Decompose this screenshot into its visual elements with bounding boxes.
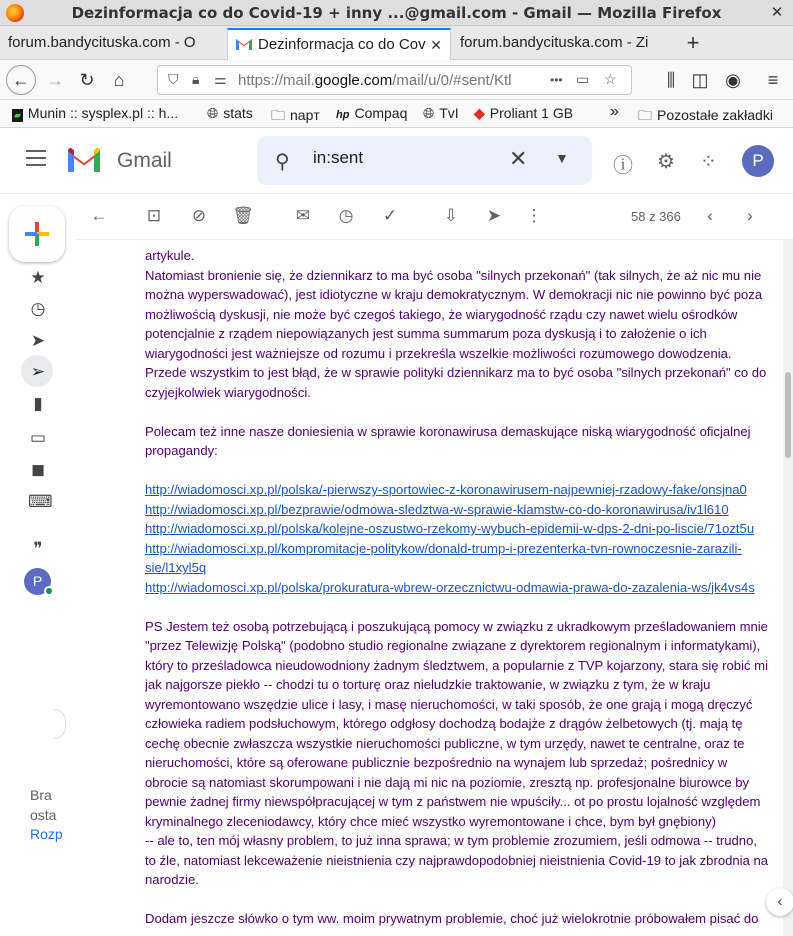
older-chevron-icon[interactable]: ›	[747, 206, 753, 225]
globe-icon: 🌐︎	[207, 105, 219, 121]
gmail-logo-icon	[66, 146, 102, 174]
more-options-icon[interactable]: ⋮	[525, 206, 543, 225]
archive-icon[interactable]: ⊡	[146, 206, 162, 225]
munin-icon: ▰	[14, 110, 21, 120]
hangouts-icon[interactable]: ❞	[33, 539, 43, 558]
compose-plus-icon	[25, 222, 49, 246]
starred-icon[interactable]: ★	[30, 268, 46, 287]
gmail-favicon-icon	[236, 38, 252, 50]
permissions-icon[interactable]: ⚌	[214, 71, 227, 87]
bookmark-other[interactable]: 🗀 Pozostałe zakładki	[638, 105, 773, 129]
url-text[interactable]: https://mail.google.com/mail/u/0/#sent/Ktl	[238, 72, 512, 89]
bookmark-munin[interactable]: ▰ Munin :: sysplex.pl :: h...	[14, 105, 179, 121]
settings-gear-icon[interactable]: ⚙	[657, 151, 675, 173]
email-paragraph: Dodam jeszcze słówko o tym ww. moim prywatnym problemie, choć już wielokrotnie próbowałem pisać do	[145, 911, 759, 926]
globe-icon: 🌐︎	[423, 105, 435, 121]
bookmark-compaq[interactable]: hp Compaq	[336, 105, 408, 121]
email-paragraph: Natomiast bronienie się, że dziennikarz to ma być osoba "silnych przekonań" (tak silnych, że aż nic mu nie można wyperswadować), jest idiotyczne w kraju demokratycznym. W demokracji nic nie powinno być poza możliwością dyskusji, nie może być czegoś takiego, że wiarygodność rządu czy nawet wielu ośrodków potencjalnie z rządem niepowiązanych jest summa summarum poza dyskusją i to założenie o ich wiarygodności jest ważniejsze od rozumu i przekreśla wszelkie możliwości rozumowego dowodzenia. Przede wszystkim to jest błąd, że w sprawie polityki dziennikarz ma to być osoba "silnych przekonań" co do czyjejkolwiek wiarygodności.	[145, 267, 767, 400]
add-task-icon[interactable]: ✓	[382, 206, 398, 225]
tab-bar	[0, 26, 793, 60]
new-tab-button[interactable]: +	[686, 30, 700, 55]
gmail-header	[0, 128, 793, 194]
rail-edge-handle[interactable]	[54, 709, 66, 739]
search-options-icon[interactable]: ▼	[555, 150, 569, 166]
side-panel-toggle-icon[interactable]: ‹	[766, 888, 793, 916]
email-paragraph: PS Jestem też osobą potrzebującą i poszukującą pomocy w związku z ukradkowym prześladowaniem mnie "przez Telewizję Polską" (podobno studio regionalne związane z dyrektorem regionalnym i informatykami), który to prześladowca nieudowodniony żadnym śledztwem, a popularnie z TVP kojarzony, stara się robić mi jak najgorsze piekło -- chodzi tu o torturę oraz nieludzkie traktowanie, w związku z tym, że w kraju wyremontowano wszędzie ulice i lasy, i masę nieruchomości, w taki sposób, że one grają i mogą dręczyć człowieka radiem podsłuchowym, którego odgłosy dochodzą bodajże z drągów żelbetowych (tj. mają tę cechę obecnie zwłaszcza wszystkie nieruchomości publiczne, w tym urzędy, nawet te centralne, oraz te nieruchomości, które są oferowane publicznie bezpośrednio na wynajem lub sprzedaż; pośrednicy w obrocie są natomiast skorumpowani i nie dają mi nic na poziomie, zresztą np. profesjonalne biurowce by pewnie żadnej firmy niewspółpracującej w tym z państwem nie wpuściły... ot po prostu lojalność względem kryminalnego zleceniodawcy, który chce mieć wszystko wyremontowane i chce, bym był gnębiony) -- ale to, ten mój własny problem, to już inna sprawa; w tym problemie zrozumiem, jeśli odmowa -- trudno, to źle, natomiast lekceważenie nieistnienia czy najprawdopodobniej nieistnienia Covid-19 to jak zbrodnia na narodzie.	[145, 618, 769, 887]
sent-icon[interactable]: ➢	[30, 362, 46, 381]
back-to-list-icon[interactable]: ←	[90, 206, 108, 225]
shield-icon[interactable]: ⛉	[168, 71, 179, 87]
reader-view-icon[interactable]: ▭	[576, 71, 590, 87]
bookmark-proliant[interactable]: ◆ Proliant 1 GB	[474, 105, 574, 121]
tab-close-icon[interactable]: ✕	[430, 37, 442, 53]
gmail-brand: Gmail	[117, 149, 172, 172]
delete-icon[interactable]: 🗑︎	[232, 206, 254, 225]
scrollbar[interactable]	[783, 240, 793, 936]
report-spam-icon[interactable]: ⊘	[191, 206, 207, 225]
compose-button[interactable]	[9, 206, 65, 262]
page-actions-icon[interactable]: •••	[550, 73, 563, 87]
bookmark-napt[interactable]: 🗀 napт	[271, 105, 320, 129]
rail-truncated-link[interactable]: Rozp	[30, 826, 63, 842]
scrollbar-thumb[interactable]	[785, 372, 791, 458]
navigation-bar	[0, 60, 793, 100]
bookmark-star-icon[interactable]: ☆	[604, 71, 617, 87]
message-toolbar	[75, 194, 793, 240]
meet-join-icon[interactable]: ◼	[30, 460, 46, 479]
bookmark-tvi[interactable]: 🌐︎ TvI	[423, 105, 459, 121]
left-rail	[0, 194, 75, 936]
keyboard-icon[interactable]: ⌨	[28, 492, 53, 511]
forward-button[interactable]: →	[46, 70, 64, 90]
bookmarks-overflow-button[interactable]: »	[610, 103, 619, 120]
account-icon[interactable]: ◉	[725, 70, 741, 90]
email-paragraph: artykule.	[145, 248, 195, 263]
email-paragraph: Polecam też inne nasze doniesienia w sprawie koronawirusa demaskujące niską wiarygodność oficjalnej propagandy:	[145, 423, 751, 458]
sidebar-icon[interactable]: ◫	[691, 70, 709, 90]
message-count: 58 z 366	[631, 209, 681, 224]
label-icon[interactable]: ➤	[486, 206, 502, 225]
online-status-dot	[44, 586, 54, 596]
folder-icon: 🗀	[638, 107, 652, 123]
back-button[interactable]: ←	[6, 65, 36, 95]
proliant-icon: ◆	[474, 105, 485, 121]
main-menu-icon[interactable]	[26, 150, 46, 166]
clear-search-icon[interactable]: ✕	[509, 146, 528, 171]
search-input[interactable]	[313, 148, 493, 168]
tab-gmail[interactable]	[227, 28, 451, 60]
lock-icon[interactable]: 🔒︎	[192, 71, 200, 87]
move-to-icon[interactable]: ⇩	[443, 206, 459, 225]
link-list	[145, 480, 770, 597]
search-icon[interactable]: ⚲	[275, 151, 290, 173]
tab-forum-1[interactable]	[0, 28, 226, 60]
rail-truncated-text: Bra	[30, 787, 52, 803]
apps-grid-icon[interactable]: ⁘	[700, 151, 717, 173]
drafts-icon[interactable]: ▮	[33, 394, 43, 413]
snooze-icon[interactable]: ◷	[338, 206, 354, 225]
hangouts-avatar[interactable]: P	[24, 568, 51, 595]
hp-icon: hp	[336, 109, 350, 121]
email-body	[145, 240, 770, 936]
window-title: Dezinformacja co do Covid-19 + inny ...@gmail.com - Gmail — Mozilla Firefox	[71, 4, 722, 22]
reload-button[interactable]: ↻	[79, 70, 95, 90]
tab-label: forum.bandycituska.com - Zi	[460, 34, 649, 51]
account-avatar[interactable]: P	[742, 145, 774, 177]
tab-label: Dezinformacja co do Cov	[258, 36, 426, 53]
folder-icon: 🗀	[271, 107, 285, 123]
window-close-button[interactable]: ✕	[770, 4, 784, 21]
email-link[interactable]: http://wiadomosci.xp.pl/polska/kolejne-oszustwo-rzekomy-wybuch-epidemii-w-dps-2-dni-po-liscie/71ozt5u	[145, 521, 755, 536]
bookmark-stats[interactable]: 🌐︎ stats	[207, 105, 253, 121]
rail-truncated-text: osta	[30, 807, 57, 823]
meet-new-icon[interactable]: ▭	[29, 428, 47, 447]
important-label-icon[interactable]: ➤	[30, 331, 46, 350]
mark-unread-icon[interactable]: ✉	[295, 206, 311, 225]
search-bar[interactable]	[257, 136, 592, 185]
tab-label: forum.bandycituska.com - O	[8, 34, 196, 51]
home-button[interactable]: ⌂	[113, 70, 125, 90]
help-icon[interactable]: ⓘ	[613, 155, 633, 177]
email-link[interactable]: http://wiadomosci.xp.pl/bezprawie/odmowa-sledztwa-w-sprawie-klamstw-co-do-koronawirusa/iv1l610	[145, 501, 729, 517]
url-bar[interactable]	[157, 65, 632, 95]
newer-chevron-icon[interactable]: ‹	[707, 206, 713, 225]
window-titlebar	[0, 0, 793, 26]
snoozed-clock-icon[interactable]: ◷	[30, 299, 46, 318]
tab-forum-2[interactable]	[452, 28, 676, 60]
app-menu-icon[interactable]: ≡	[767, 70, 779, 90]
email-link[interactable]: http://wiadomosci.xp.pl/polska/-pierwszy-sportowiec-z-koronawirusem-najpewniej-rzadowy-fake/onsjna0	[145, 482, 747, 497]
email-link[interactable]: http://wiadomosci.xp.pl/kompromitacje-politykow/donald-trump-i-prezenterka-tvn-rownoczesnie-zarazili-sie/l1xyl5q	[145, 540, 742, 575]
bookmarks-bar	[0, 100, 793, 128]
library-icon[interactable]: ⫼	[666, 70, 676, 90]
email-link[interactable]: http://wiadomosci.xp.pl/polska/prokuratura-wbrew-orzecznictwu-odmawia-prawa-do-zazalenia-ws/jk4vs4s	[145, 579, 755, 595]
